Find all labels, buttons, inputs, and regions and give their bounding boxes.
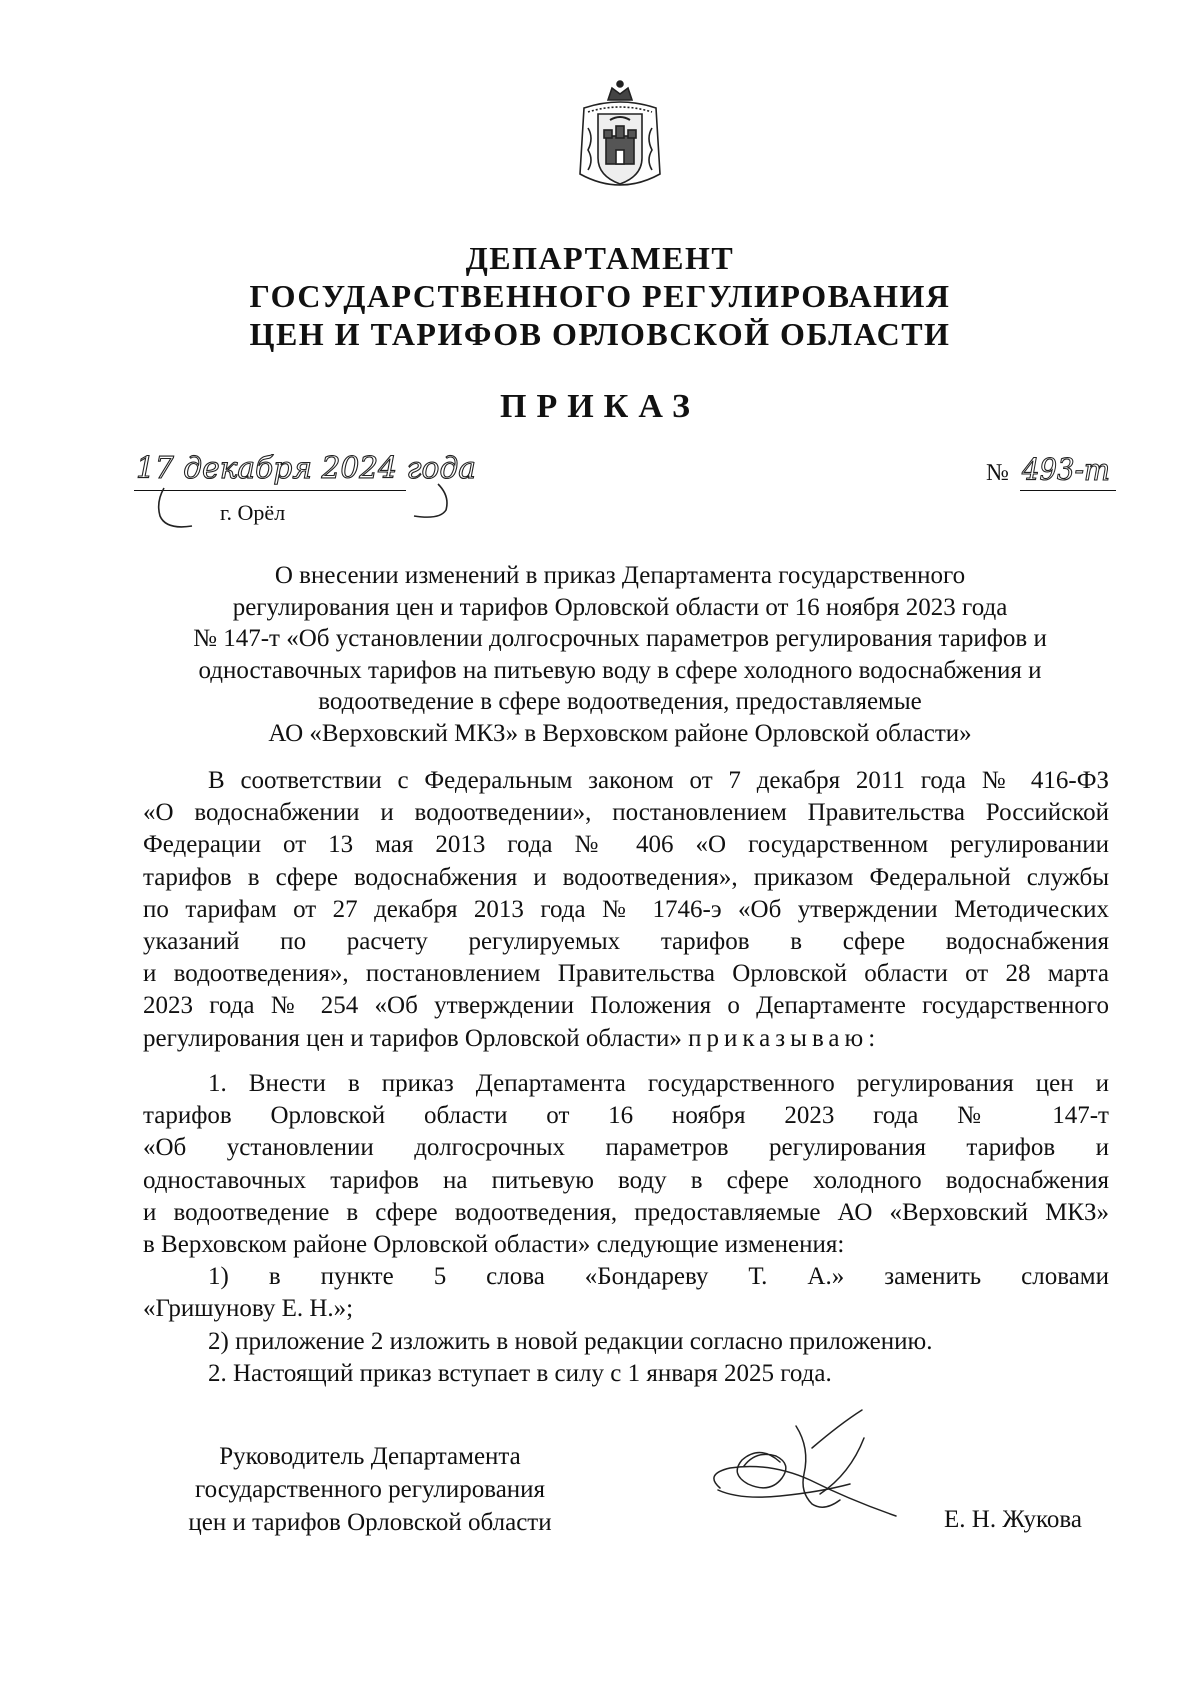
text-line: в Верховском районе Орловской области» следующие изменения: [143,1231,845,1259]
title-line: одноставочных тарифов на питьевую воду в сфере холодного водоснабжения и [198,656,1042,684]
number-underline [1020,490,1116,491]
svg-text:17 декабря 2024 года: 17 декабря 2024 года [136,451,476,486]
text-line: 2. Настоящий приказ вступает в силу с 1 января 2025 года. [208,1359,832,1387]
text-segment: регулирования цен и тарифов Орловской области» [143,1024,682,1052]
text-line: по тарифам от 27 декабря 2013 года № 1746-э «Об утверждении Методических [143,895,1109,923]
text-line: одноставочных тарифов на питьевую воду в сфере холодного водоснабжения [143,1166,1109,1194]
left-corner-mark [152,486,200,532]
text-line: тарифов Орловской области от 16 ноября 2023 года № 147-т [143,1102,1109,1130]
title-line: регулирования цен и тарифов Орловской области от 16 ноября 2023 года [232,593,1008,621]
order-body [143,1068,1109,1390]
svg-text:493-т: 493-т [1021,453,1110,488]
signer-name: Е. Н. Жукова [944,1506,1082,1533]
city: г. Орёл [220,500,286,525]
text-line: «Об установлении долгосрочных параметров регулирования тарифов и [143,1134,1109,1162]
text-line: 2023 года № 254 «Об утверждении Положения о Департаменте государственного [143,992,1109,1020]
order-word: приказываю: [688,1024,881,1052]
department-name-line-1: ДЕПАРТАМЕНТ [465,240,735,276]
title-line: АО «Верховский МКЗ» в Верховском районе Орловской области» [268,719,972,747]
text-line: 1. Внести в приказ Департамента государственного регулирования цен и [208,1070,1109,1097]
department-name-line-3: ЦЕН И ТАРИФОВ ОРЛОВСКОЙ ОБЛАСТИ [249,316,951,352]
text-line: Федерации от 13 мая 2013 года № 406 «О государственном регулировании [143,831,1109,859]
signer-position [160,1440,580,1539]
signer-position-line: цен и тарифов Орловской области [188,1509,552,1536]
text-line: 1) в пункте 5 слова «Бондареву Т. А.» заменить словами [208,1263,1109,1291]
preamble-paragraph [143,765,1109,1055]
text-line: 2) приложение 2 изложить в новой редакции согласно приложению. [208,1327,933,1355]
text-line: и водоотведение в сфере водоотведения, предоставляемые АО «Верховский МКЗ» [143,1198,1109,1226]
title-line: водоотведение в сфере водоотведения, предоставляемые [318,688,922,716]
signer-position-line: Руководитель Департамента [219,1443,521,1470]
document-type-heading: ПРИКАЗ [500,388,700,425]
order-title [140,560,1100,750]
text-line: В соответствии с Федеральным законом от 7 декабря 2011 года № 416-ФЗ [208,767,1109,794]
text-line: указаний по расчету регулируемых тарифов в сфере водоснабжения [143,928,1109,956]
handwritten-number [1018,444,1118,494]
text-line: тарифов в сфере водоснабжения и водоотведения», приказом Федеральной службы [143,863,1109,891]
department-name-line-2: ГОСУДАРСТВЕННОГО РЕГУЛИРОВАНИЯ [249,278,951,314]
text-line: «Гришунову Е. Н.»; [143,1295,354,1323]
handwritten-signature [700,1404,930,1554]
signer-position-line: государственного регулирования [194,1476,546,1503]
number-sign: № [986,460,1009,486]
right-corner-mark [408,482,456,528]
title-line: О внесении изменений в приказ Департамента государственного [274,562,966,589]
text-line: и водоотведения», постановлением Правительства Орловской области от 28 марта [143,960,1109,988]
title-line: № 147-т «Об установлении долгосрочных параметров регулирования тарифов и [193,625,1047,653]
text-line [143,1023,1109,1055]
text-line: «О водоснабжении и водоотведении», постановлением Правительства Российской [143,799,1109,827]
coat-of-arms-icon [574,78,666,196]
